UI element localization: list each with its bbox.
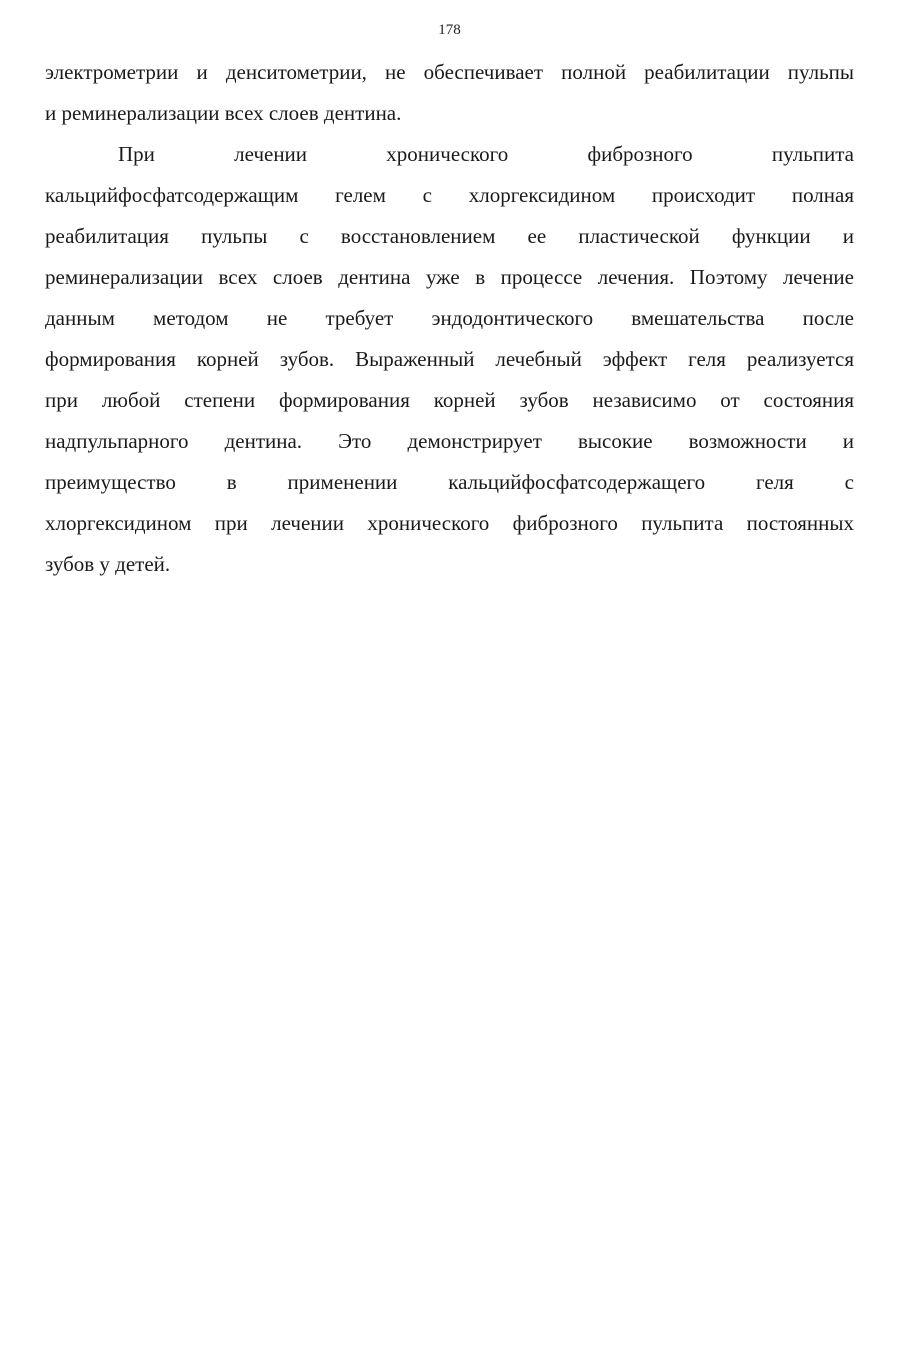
text-line: надпульпарного дентина. Это демонстрирует высокие возможности и bbox=[45, 429, 854, 453]
text-line: данным методом не требует эндодонтического вмешательства после bbox=[45, 306, 854, 330]
paragraph-1 bbox=[45, 52, 854, 134]
text-line: При лечении хронического фиброзного пульпита bbox=[118, 142, 854, 166]
text-line: кальцийфосфатсодержащим гелем с хлоргексидином происходит полная bbox=[45, 183, 854, 207]
text-line: и реминерализации всех слоев дентина. bbox=[45, 101, 402, 125]
text-line: преимущество в применении кальцийфосфатсодержащего геля с bbox=[45, 470, 854, 494]
page-number: 178 bbox=[438, 22, 461, 38]
text-line: при любой степени формирования корней зубов независимо от состояния bbox=[45, 388, 854, 412]
paragraph-2 bbox=[45, 134, 854, 585]
text-line: хлоргексидином при лечении хронического фиброзного пульпита постоянных bbox=[45, 511, 854, 535]
text-line: зубов у детей. bbox=[45, 552, 171, 576]
text-line: формирования корней зубов. Выраженный лечебный эффект геля реализуется bbox=[45, 347, 854, 371]
text-line: реминерализации всех слоев дентина уже в процессе лечения. Поэтому лечение bbox=[45, 265, 854, 289]
text-line: электрометрии и денситометрии, не обеспечивает полной реабилитации пульпы bbox=[45, 60, 854, 84]
body-text bbox=[45, 52, 854, 585]
text-line: реабилитация пульпы с восстановлением ее пластической функции и bbox=[45, 224, 854, 248]
